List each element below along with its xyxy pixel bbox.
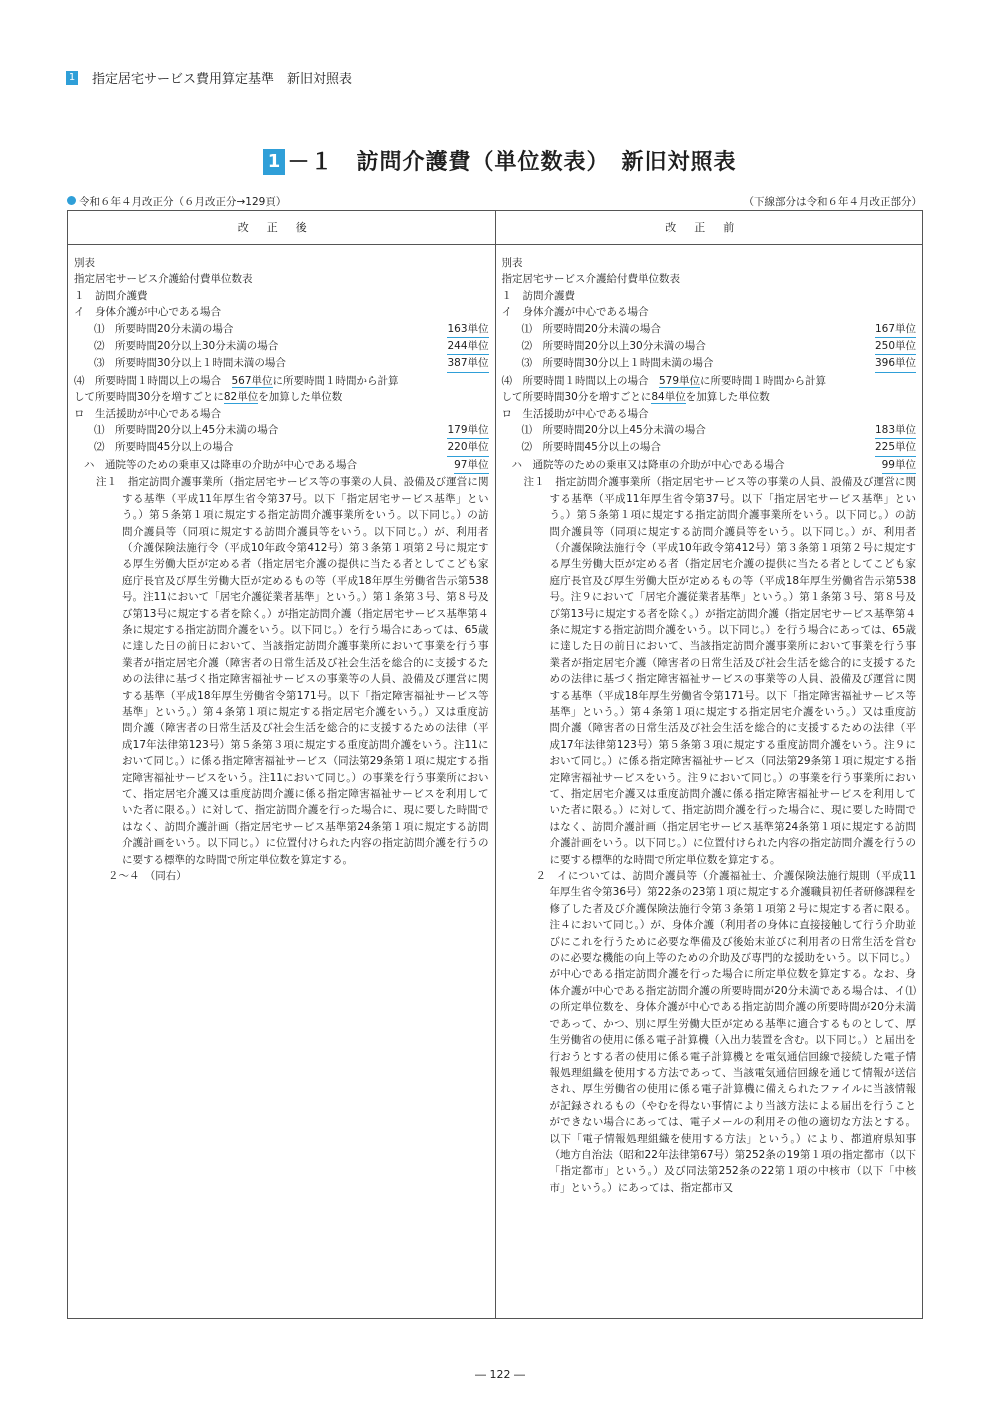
column-before [495, 245, 923, 1319]
item-heading: イ 身体介護が中心である場合 [74, 306, 221, 319]
list-item: ⑵ 所要時間45分以上の場合 220単位 [94, 439, 489, 456]
item-heading: イ 身体介護が中心である場合 [501, 306, 649, 319]
note-paragraph: 注１ 指定訪問介護事業所（指定居宅サービス等の事業の人員、設備及び運営に関する基準（平成11年厚生省令第37号。以下「指定居宅サービス基準」という。）第５条第１項に規定する指定訪問介護事業所をいう。以下同じ。）の訪問介護員等（同項に規定する訪問介護員等をいう。以下同じ。）が、利用者（介護保険法施行令（平成10年政令第412号）第３条第１項第２号に規定する厚生労働大臣が定める者（指定居宅介護の提供に当たる者としてこども家庭庁長官及び厚生労働大臣が定めるもの等（平成18年厚生労働省告示第538号。注９において「居宅介護従業者基準」という。）第１条第３号、第８号及び第13号に規定する者を除く。）が指定訪問介護（指定居宅サービス基準第４条に規定する指定訪問介護をいう。以下同じ。）を行う場合にあっては、65歳に達した日の前日において、当該指定訪問介護事業所において事業を行う事業者が指定居宅介護（障害者の日常生活及び社会生活を総合的に支援するための法律に基づく指定障害福祉サービスの事業等の人員、設備及び運営に関する基準（平成18年厚生労働省令第171号。以下「指定障害福祉サービス等基準」という。）第４条第１項に規定する指定居宅介護をいう。）又は重度訪問介護（障害者の日常生活及び社会生活を総合的に支援するための法律（平成17年法律第123号）第５条第３項に規定する重度訪問介護をいう。注９において同じ。）に係る指定障害福祉サービス（同法第29条第１項に規定する指定障害福祉サービスをいう。注９において同じ。）の事業を行う事業所において、指定居宅介護又は重度訪問介護に係る指定障害福祉サービスを利用していた者に限る。）に対して、指定訪問介護を行った場合に、現に要した時間ではなく、訪問介護計画（指定居宅サービス基準第24条第１項に規定する訪問介護計画をいう。以下同じ。）に位置付けられた内容の指定訪問介護を行うのに要する標準的な時間で所定単位数を算定する。 [523, 476, 916, 866]
table-title: 指定居宅サービス介護給付費単位数表 [74, 273, 253, 286]
note-paragraph: 注１ 指定訪問介護事業所（指定居宅サービス等の事業の人員、設備及び運営に関する基準（平成11年厚生省令第37号。以下「指定居宅サービス基準」という。）第５条第１項に規定する指定訪問介護事業所をいう。以下同じ。）の訪問介護員等（同項に規定する訪問介護員等をいう。以下同じ。）が、利用者（介護保険法施行令（平成10年政令第412号）第３条第１項第２号に規定する厚生労働大臣が定める者（指定居宅介護の提供に当たる者としてこども家庭庁長官及び厚生労働大臣が定めるもの等（平成18年厚生労働省告示第538号。注11において「居宅介護従業者基準」という。）第１条第３号、第８号及び第13号に規定する者を除く。）が指定訪問介護（指定居宅サービス基準第４条に規定する指定訪問介護をいう。以下同じ。）を行う場合にあっては、65歳に達した日の前日において、当該指定訪問介護事業所において事業を行う事業者が指定居宅介護（障害者の日常生活及び社会生活を総合的に支援するための法律に基づく指定障害福祉サービスの事業等の人員、設備及び運営に関する基準（平成18年厚生労働省令第171号。以下「指定障害福祉サービス等基準」という。）第４条第１項に規定する指定居宅介護をいう。）又は重度訪問介護（障害者の日常生活及び社会生活を総合的に支援するための法律（平成17年法律第123号）第５条第３項に規定する重度訪問介護をいう。注11において同じ。）に係る指定障害福祉サービス（同法第29条第１項に規定する指定障害福祉サービスをいう。注11において同じ。）の事業を行う事業所において、指定居宅介護又は重度訪問介護に係る指定障害福祉サービスを利用していた者に限る。）に対して、指定訪問介護を行った場合に、現に要した時間ではなく、訪問介護計画（指定居宅サービス基準第24条第１項に規定する訪問介護計画をいう。以下同じ。）に位置付けられた内容の指定訪問介護を行うのに要する標準的な時間で所定単位数を算定する。 [96, 476, 489, 866]
page-number: ― 122 ― [475, 1368, 525, 1381]
section-heading: １ 訪問介護費 [74, 289, 148, 302]
running-header [66, 68, 352, 87]
list-item: ⑷ 所要時間１時間以上の場合 579単位に所要時間１時間から計算 [501, 374, 827, 387]
list-item: ⑵ 所要時間45分以上の場合 225単位 [522, 439, 917, 456]
column-header-after: 改正後 [68, 211, 496, 245]
bullet-dot-icon [67, 196, 76, 205]
list-item: ⑶ 所要時間30分以上１時間未満の場合 396単位 [522, 355, 917, 372]
list-item: ⑷ 所要時間１時間以上の場合 567単位に所要時間１時間から計算 [74, 374, 399, 387]
revision-note [67, 194, 286, 209]
comparison-table [67, 210, 923, 1319]
table-title: 指定居宅サービス介護給付費単位数表 [501, 273, 680, 286]
page-title [0, 145, 1000, 176]
title-text: －１ 訪問介護費（単位数表） 新旧対照表 [287, 150, 737, 175]
item-heading: ロ 生活援助が中心である場合 [501, 407, 649, 420]
item-heading: ハ 通院等のための乗車又は降車の介助が中心である場合 97単位 [84, 457, 489, 474]
list-item: ⑶ 所要時間30分以上１時間未満の場合 387単位 [94, 355, 489, 372]
list-item: ⑴ 所要時間20分以上45分未満の場合 179単位 [94, 422, 489, 439]
note-paragraph: ２ イについては、訪問介護員等（介護福祉士、介護保険法施行規則（平成11年厚生省令第36号）第22条の23第１項に規定する介護職員初任者研修課程を修了した者及び介護保険法施行令第３条第１項第２号に規定する者に限る。注４において同じ。）が、身体介護（利用者の身体に直接接触して行う介助並びにこれを行うために必要な準備及び後始末並びに利用者の日常生活を営むのに必要な機能の向上等のための介助及び専門的な援助をいう。以下同じ。）が中心である指定訪問介護を行った場合に所定単位数を算定する。なお、身体介護が中心である指定訪問介護の所要時間が20分未満である場合は、イ⑴の所定単位数を、身体介護が中心である指定訪問介護の所要時間が20分未満であって、かつ、別に厚生労働大臣が定める基準に適合するものとして、厚生労働省の使用に係る電子計算機（入出力装置を含む。以下同じ。）と届出を行おうとする者の使用に係る電子計算機とを電気通信回線で接続した電子情報処理組織を使用する方法であって、当該電気通信回線を通じて情報が送信され、厚生労働省の使用に係る電子計算機に備えられたファイルに当該情報が記録されるもの（やむを得ない事情により当該方法による届出を行うことができない場合にあっては、電子メールの利用その他の適切な方法とする。以下「電子情報処理組織を使用する方法」という。）により、都道府県知事（地方自治法（昭和22年法律第67号）第252条の19第１項の指定都市（以下「指定都市」という。）及び同法第252条の22第１項の中核市（以下「中核市」という。）にあっては、指定都市又 [535, 870, 916, 1194]
column-after [68, 245, 496, 1319]
list-item: ⑵ 所要時間20分以上30分未満の場合 250単位 [522, 338, 917, 355]
list-item-continued: して所要時間30分を増すごとに82単位を加算した単位数 [74, 391, 343, 404]
appendix-label: 別表 [501, 257, 523, 269]
item-heading: ハ 通院等のための乗車又は降車の介助が中心である場合 99単位 [512, 457, 917, 474]
appendix-label: 別表 [74, 257, 95, 269]
list-item-continued: して所要時間30分を増すごとに84単位を加算した単位数 [501, 391, 770, 404]
item-heading: ロ 生活援助が中心である場合 [74, 407, 221, 420]
chapter-badge: 1 [66, 71, 78, 85]
underline-note: （下線部分は令和６年４月改正部分） [743, 196, 922, 208]
note-paragraph: ２～４ （同右） [108, 870, 187, 883]
running-header-text: 指定居宅サービス費用算定基準 新旧対照表 [92, 72, 353, 87]
title-number-badge: 1 [263, 149, 285, 175]
column-header-before: 改正前 [495, 211, 923, 245]
revision-note-text: 令和６年４月改正分（６月改正分→129頁） [79, 196, 287, 208]
section-heading: １ 訪問介護費 [501, 289, 575, 302]
list-item: ⑴ 所要時間20分以上45分未満の場合 183単位 [522, 422, 917, 439]
list-item: ⑵ 所要時間20分以上30分未満の場合 244単位 [94, 338, 489, 355]
list-item: ⑴ 所要時間20分未満の場合 163単位 [94, 321, 489, 338]
list-item: ⑴ 所要時間20分未満の場合 167単位 [522, 321, 917, 338]
